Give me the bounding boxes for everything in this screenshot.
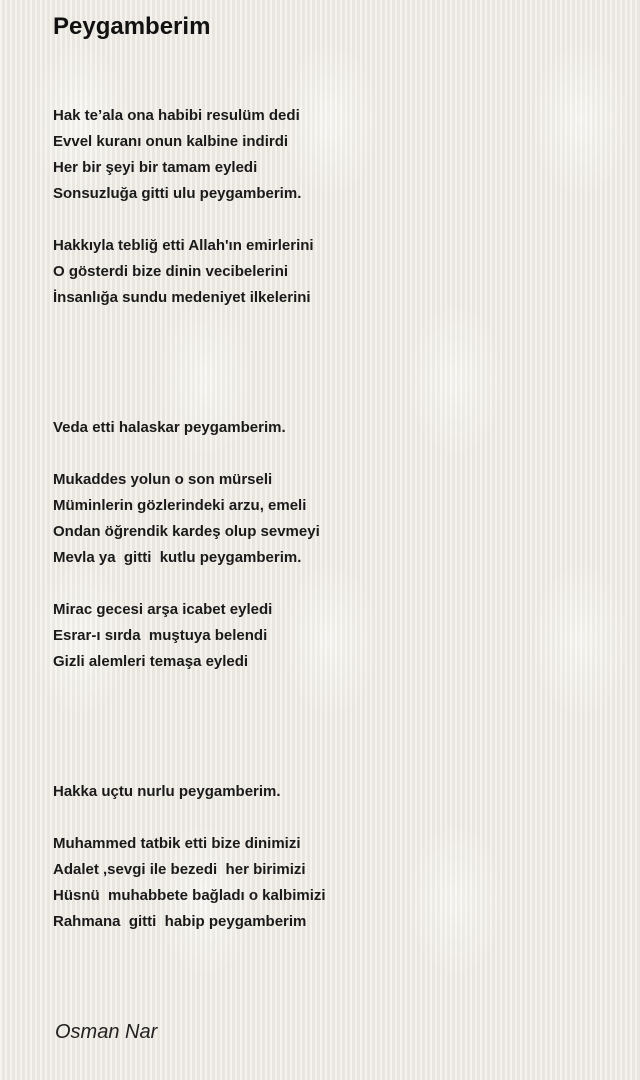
poem-line bbox=[53, 753, 613, 779]
poem-title: Peygamberim bbox=[53, 13, 211, 40]
poem-line bbox=[53, 363, 613, 389]
poem-body bbox=[53, 103, 613, 935]
poem-line: Muhammed tatbik etti bize dinimizi bbox=[53, 835, 301, 852]
poem-line: Gizli alemleri temaşa eyledi bbox=[53, 653, 249, 670]
poem-line bbox=[53, 441, 613, 467]
poem-line: Hakkıyla tebliğ etti Allah'ın emirlerini bbox=[53, 237, 314, 254]
poem-line: Hak te’ala ona habibi resulüm dedi bbox=[53, 107, 300, 124]
poem-line bbox=[53, 571, 613, 597]
poem-line: Müminlerin gözlerindeki arzu, emeli bbox=[53, 497, 307, 514]
poem-line: O gösterdi bize dinin vecibelerini bbox=[53, 263, 289, 280]
poem-line: Hüsnü muhabbete bağladı o kalbimizi bbox=[53, 887, 326, 904]
poem-line: Mirac gecesi arşa icabet eyledi bbox=[53, 601, 273, 618]
poem-line: Mevla ya gitti kutlu peygamberim. bbox=[53, 549, 302, 566]
poem-line: Mukaddes yolun o son mürseli bbox=[53, 471, 273, 488]
poem-line bbox=[53, 675, 613, 701]
poem-line bbox=[53, 337, 613, 363]
poem-line bbox=[53, 727, 613, 753]
poem-line: Rahmana gitti habip peygamberim bbox=[53, 913, 307, 930]
poem-line bbox=[53, 207, 613, 233]
poem-line: Veda etti halaskar peygamberim. bbox=[53, 419, 286, 436]
poem-line: Ondan öğrendik kardeş olup sevmeyi bbox=[53, 523, 320, 540]
poem-line: Adalet ,sevgi ile bezedi her birimizi bbox=[53, 861, 306, 878]
poem-line: Esrar-ı sırda muştuya belendi bbox=[53, 627, 268, 644]
poem-line: Sonsuzluğa gitti ulu peygamberim. bbox=[53, 185, 302, 202]
poem-author: Osman Nar bbox=[55, 1021, 158, 1043]
poem-line bbox=[53, 701, 613, 727]
poem-line bbox=[53, 311, 613, 337]
poem-line: Evvel kuranı onun kalbine indirdi bbox=[53, 133, 289, 150]
poem-line: Her bir şeyi bir tamam eyledi bbox=[53, 159, 258, 176]
poem-line bbox=[53, 389, 613, 415]
poem-line: Hakka uçtu nurlu peygamberim. bbox=[53, 783, 281, 800]
poem-line bbox=[53, 805, 613, 831]
poem-line: İnsanlığa sundu medeniyet ilkelerini bbox=[53, 289, 311, 306]
